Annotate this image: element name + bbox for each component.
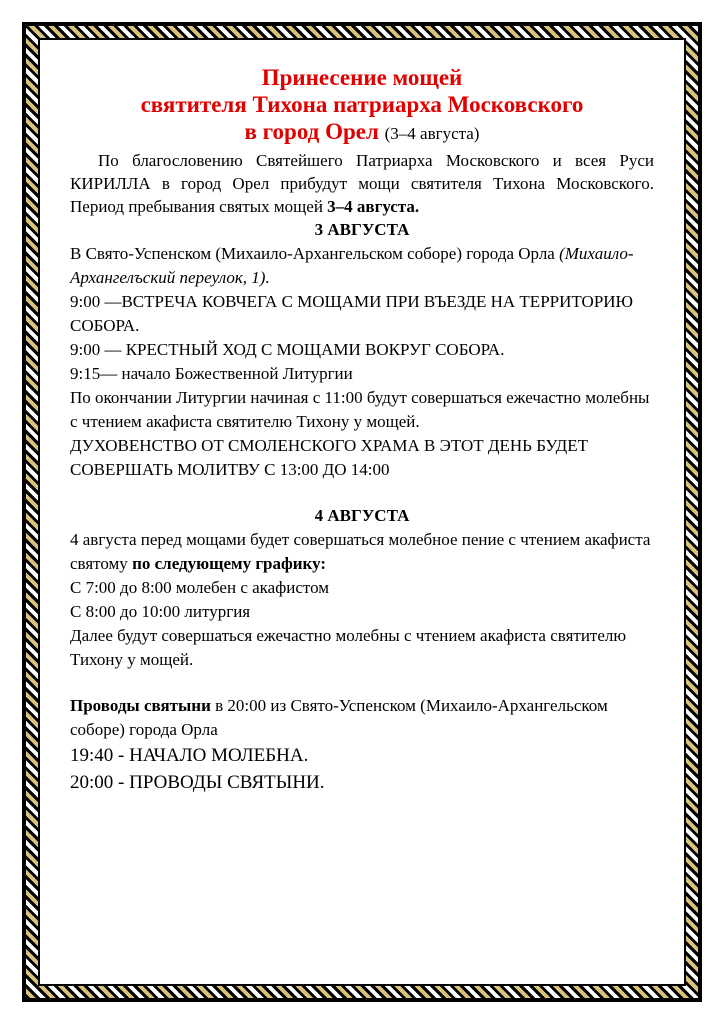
day3-item-3: 9:15— начало Божественной Литургии [70, 364, 353, 383]
day4-lead-bold: по следующему графику: [132, 554, 327, 573]
day4-lead-text: 4 августа перед мощами будет совершаться молебное пение с чтением акафиста святому [70, 530, 651, 573]
title-line-1: Принесение мощей [261, 65, 463, 90]
farewell-item-2: 20:00 - ПРОВОДЫ СВЯТЫНИ. [70, 772, 325, 793]
day3-item-1: 9:00 —ВСТРЕЧА КОВЧЕГА С МОЩАМИ ПРИ ВЪЕЗДЕ НА ТЕРРИТОРИЮ СОБОРА. [70, 292, 634, 335]
farewell-bold: Проводы святыни [70, 696, 211, 715]
farewell-text: в 20:00 из Свято-Успенском (Михаило-Архангельском соборе) города Орла [70, 696, 608, 739]
title-city: в город Орел [244, 119, 379, 144]
day3-heading: 3 АВГУСТА [314, 220, 410, 239]
announcement [70, 64, 654, 796]
day3-place-text: В Свято-Успенском (Михаило-Архангельском соборе) города Орла [70, 244, 560, 263]
spacer [70, 482, 654, 504]
day4-item-3: Далее будут совершаться ежечастно молебны с чтением акафиста святителю Тихону у мощей. [70, 626, 627, 669]
day4-item-2: С 8:00 до 10:00 литургия [70, 602, 251, 621]
day4-heading: 4 АВГУСТА [314, 506, 410, 525]
intro-text: По благословению Святейшего Патриарха Московского и всея Руси КИРИЛЛА в город Орел прибудут мощи святителя Тихона Московского. Период пребывания святых мощей [70, 151, 654, 216]
farewell-item-1: 19:40 - НАЧАЛО МОЛЕБНА. [70, 745, 309, 766]
day3-place [70, 242, 654, 290]
day4-item-1: С 7:00 до 8:00 молебен с акафистом [70, 578, 330, 597]
title-dates: (3–4 августа) [384, 124, 480, 143]
day4-lead [70, 528, 654, 576]
day3-item-4: По окончании Литургии начиная с 11:00 будут совершаться ежечастно молебны с чтением акафиста святителю Тихону у мощей. [70, 388, 650, 431]
title-line-2: святителя Тихона патриарха Московского [140, 92, 584, 117]
day3-address: (Михаило-Архангелъский переулок, 1). [70, 244, 634, 287]
day3-item-5: ДУХОВЕНСТВО ОТ СМОЛЕНСКОГО ХРАМА В ЭТОТ ДЕНЬ БУДЕТ СОВЕРШАТЬ МОЛИТВУ С 13:00 ДО 14:00 [70, 436, 589, 479]
title-line-3 [70, 118, 654, 147]
spacer [70, 672, 654, 694]
intro-paragraph [70, 149, 654, 218]
farewell-paragraph [70, 694, 654, 742]
intro-dates: 3–4 августа. [327, 197, 420, 216]
page-title [70, 64, 654, 147]
day3-item-2: 9:00 — КРЕСТНЫЙ ХОД С МОЩАМИ ВОКРУГ СОБОРА. [70, 340, 505, 359]
